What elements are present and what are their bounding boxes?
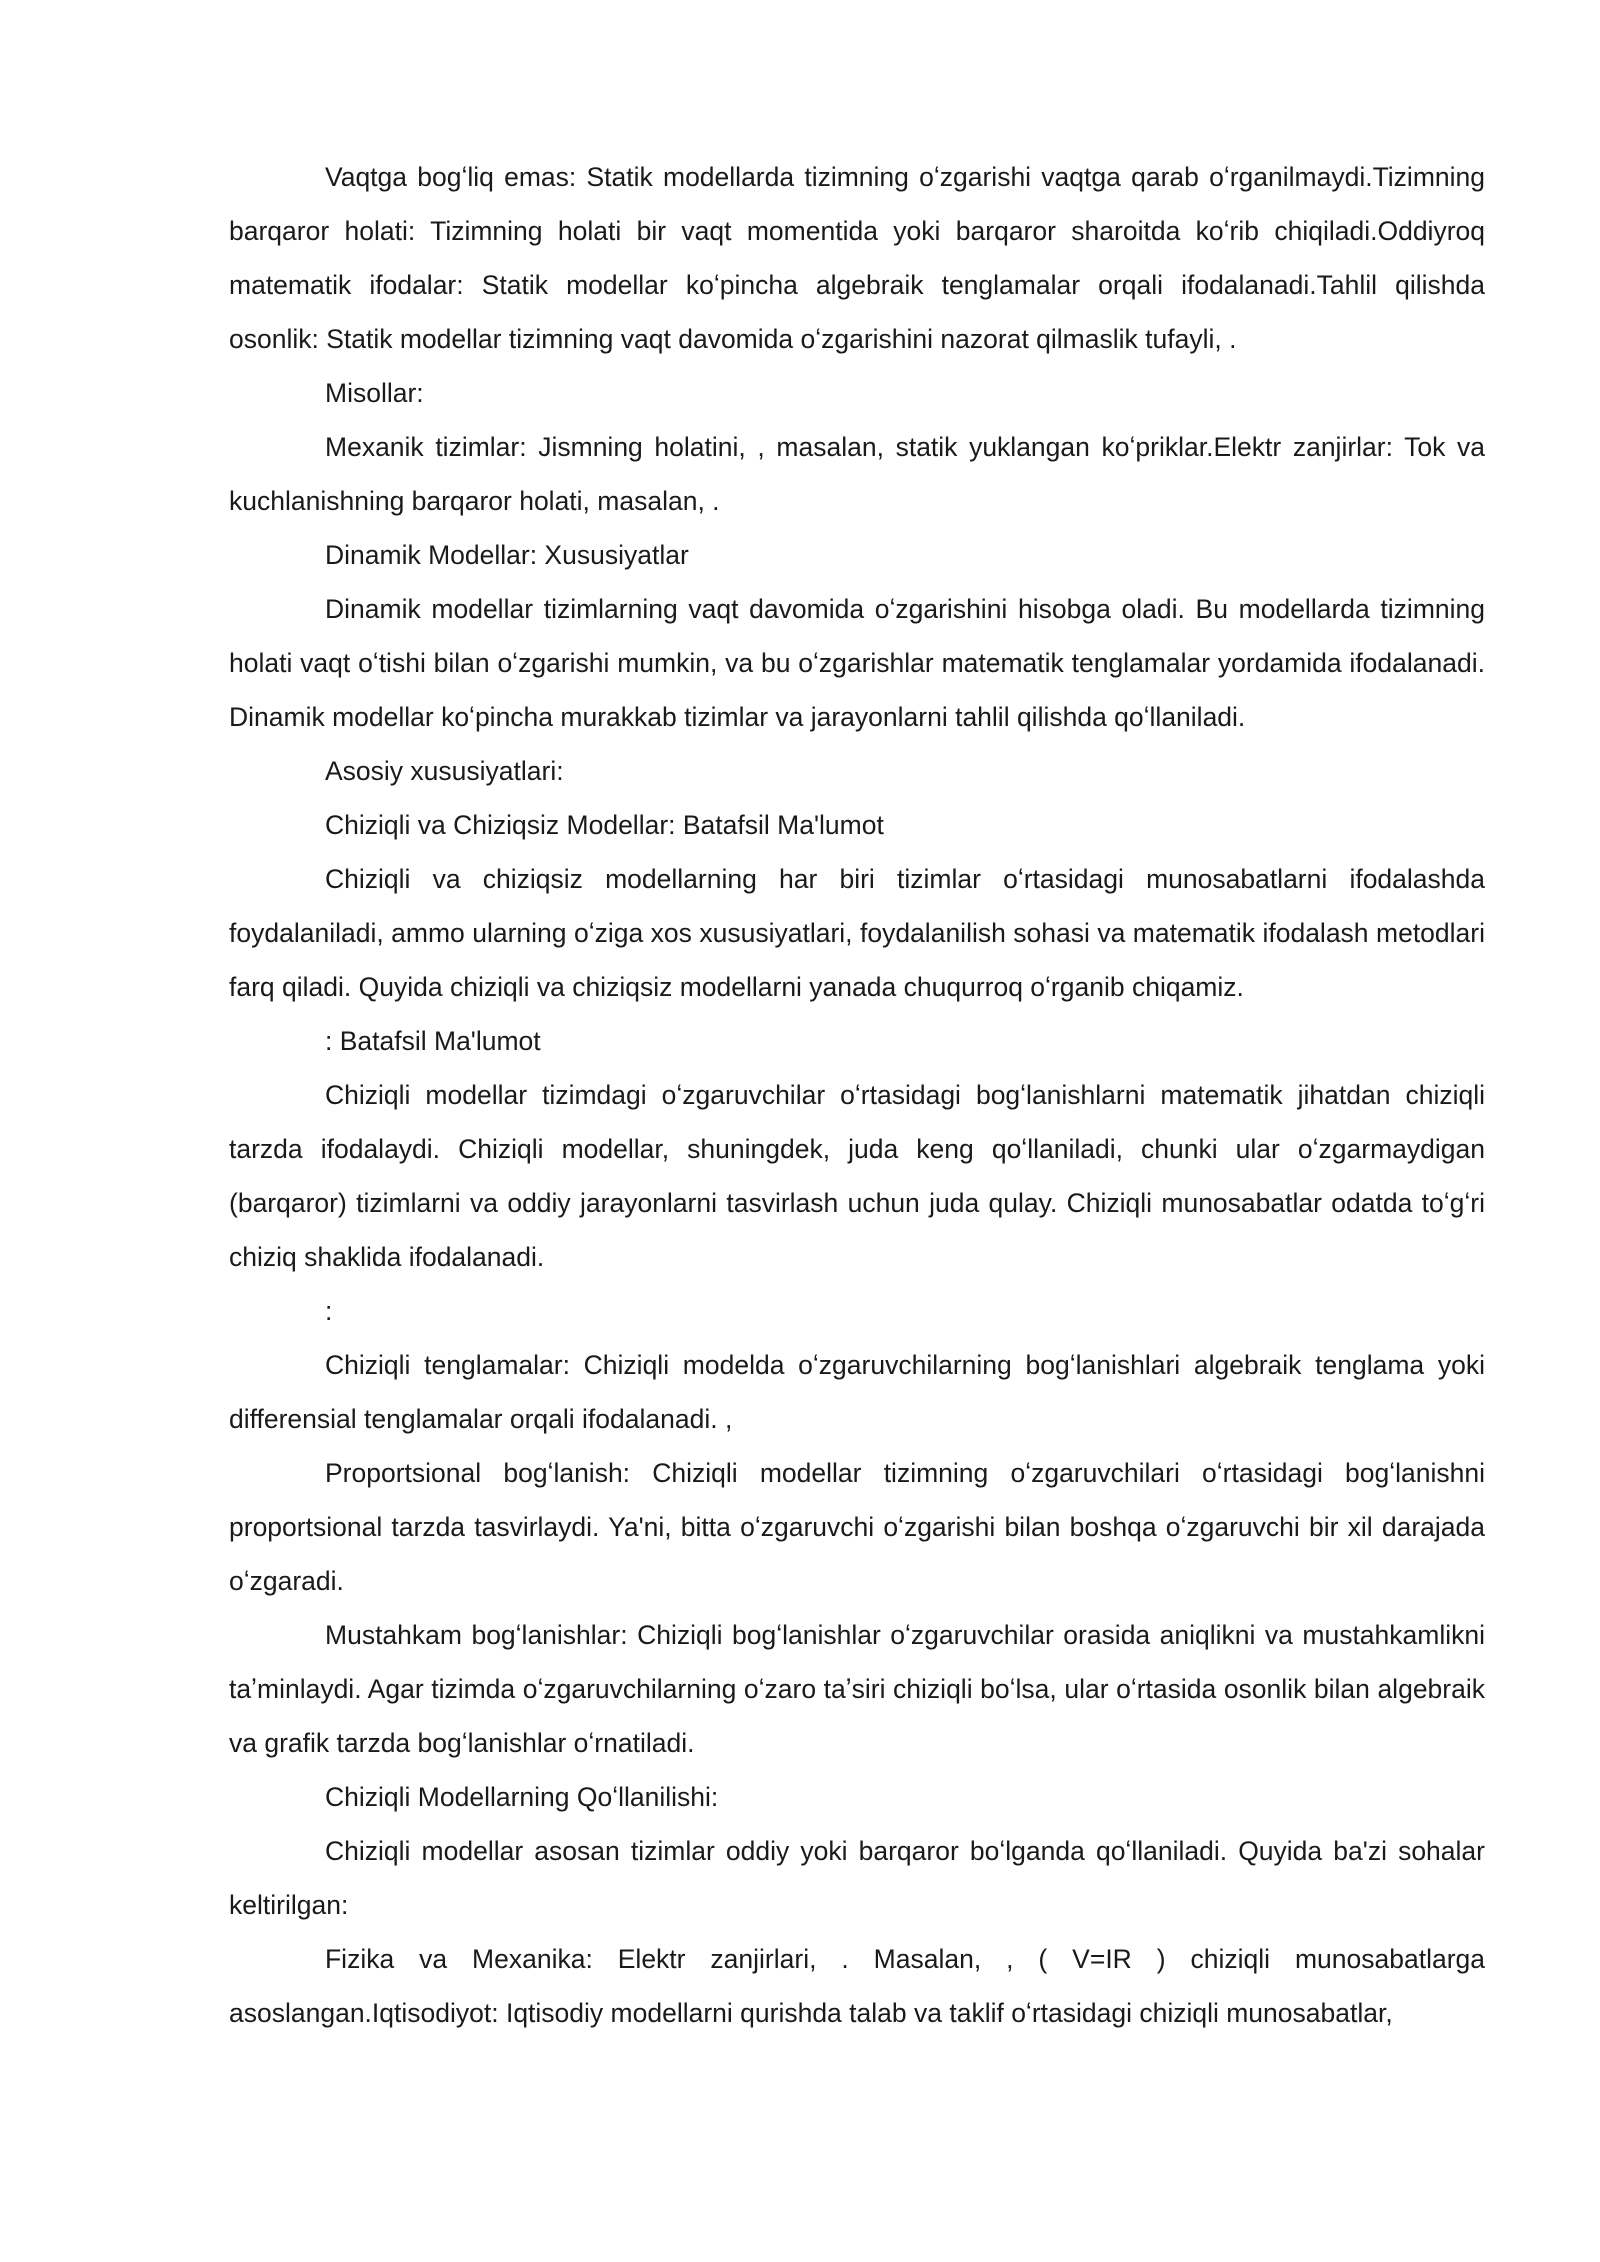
paragraph-robust-links: Mustahkam bogʻlanishlar: Chiziqli bogʻlanishlar oʻzgaruvchilar orasida aniqlikni va mustahkamlikni taʼminlaydi. Agar tizimda oʻzgaruvchilarning oʻzaro taʼsiri chiziqli boʻlsa, ular oʻrtasida osonlik bilan algebraik va grafik tarzda bogʻlanishlar oʻrnatiladi. xyxy=(229,1620,1485,1758)
label-main-features: Asosiy xususiyatlari: xyxy=(325,756,564,786)
paragraph-linear-equations: Chiziqli tenglamalar: Chiziqli modelda oʻzgaruvchilarning bogʻlanishlari algebraik tenglama yoki differensial tenglamalar orqali ifodalanadi. , xyxy=(229,1350,1485,1434)
document-body xyxy=(229,150,1485,2040)
heading-linear-nonlinear: Chiziqli va Chiziqsiz Modellar: Batafsil Ma'lumot xyxy=(325,810,884,840)
heading-detailed-info: : Batafsil Ma'lumot xyxy=(325,1026,541,1056)
paragraph-static-model-features: Vaqtga bogʻliq emas: Statik modellarda tizimning oʻzgarishi vaqtga qarab oʻrganilmaydi.Tizimning barqaror holati: Tizimning holati bir vaqt momentida yoki barqaror sharoitda koʻrib chiqiladi.Oddiyroq matematik ifodalar: Statik modellar koʻpincha algebraik tenglamalar orqali ifodalanadi.Tahlil qilishda osonlik: Statik modellar tizimning vaqt davomida oʻzgarishini nazorat qilmaslik tufayli, . xyxy=(229,162,1485,354)
heading-dynamic-models: Dinamik Modellar: Xususiyatlar xyxy=(325,540,689,570)
paragraph-dynamic-models: Dinamik modellar tizimlarning vaqt davomida oʻzgarishini hisobga oladi. Bu modellarda tizimning holati vaqt oʻtishi bilan oʻzgarishi mumkin, va bu oʻzgarishlar matematik tenglamalar yordamida ifodalanadi. Dinamik modellar koʻpincha murakkab tizimlar va jarayonlarni tahlil qilishda qoʻllaniladi. xyxy=(229,594,1485,732)
paragraph-linear-models: Chiziqli modellar tizimdagi oʻzgaruvchilar oʻrtasidagi bogʻlanishlarni matematik jihatdan chiziqli tarzda ifodalaydi. Chiziqli modellar, shuningdek, juda keng qoʻllaniladi, chunki ular oʻzgarmaydigan (barqaror) tizimlarni va oddiy jarayonlarni tasvirlash uchun juda qulay. Chiziqli munosabatlar odatda toʻgʻri chiziq shaklida ifodalanadi. xyxy=(229,1080,1485,1272)
paragraph-linear-nonlinear: Chiziqli va chiziqsiz modellarning har biri tizimlar oʻrtasidagi munosabatlarni ifodalashda foydalaniladi, ammo ularning oʻziga xos xususiyatlari, foydalanilish sohasi va matematik ifodalash metodlari farq qiladi. Quyida chiziqli va chiziqsiz modellarni yanada chuqurroq oʻrganib chiqamiz. xyxy=(229,864,1485,1002)
heading-applications: Chiziqli Modellarning Qoʻllanilishi: xyxy=(325,1782,719,1812)
paragraph-applications-intro: Chiziqli modellar asosan tizimlar oddiy yoki barqaror boʻlganda qoʻllaniladi. Quyida ba'zi sohalar keltirilgan: xyxy=(229,1836,1485,1920)
label-colon: : xyxy=(325,1296,333,1326)
paragraph-proportional: Proportsional bogʻlanish: Chiziqli modellar tizimning oʻzgaruvchilari oʻrtasidagi bogʻlanishni proportsional tarzda tasvirlaydi. Ya'ni, bitta oʻzgaruvchi oʻzgarishi bilan boshqa oʻzgaruvchi bir xil darajada oʻzgaradi. xyxy=(229,1458,1485,1596)
label-examples: Misollar: xyxy=(325,378,424,408)
paragraph-physics-economics: Fizika va Mexanika: Elektr zanjirlari, . Masalan, , ( V=IR ) chiziqli munosabatlarga asoslangan.Iqtisodiyot: Iqtisodiy modellarni qurishda talab va taklif oʻrtasidagi chiziqli munosabatlar, xyxy=(229,1944,1485,2028)
paragraph-examples: Mexanik tizimlar: Jismning holatini, , masalan, statik yuklangan koʻpriklar.Elektr zanjirlar: Tok va kuchlanishning barqaror holati, masalan, . xyxy=(229,432,1485,516)
